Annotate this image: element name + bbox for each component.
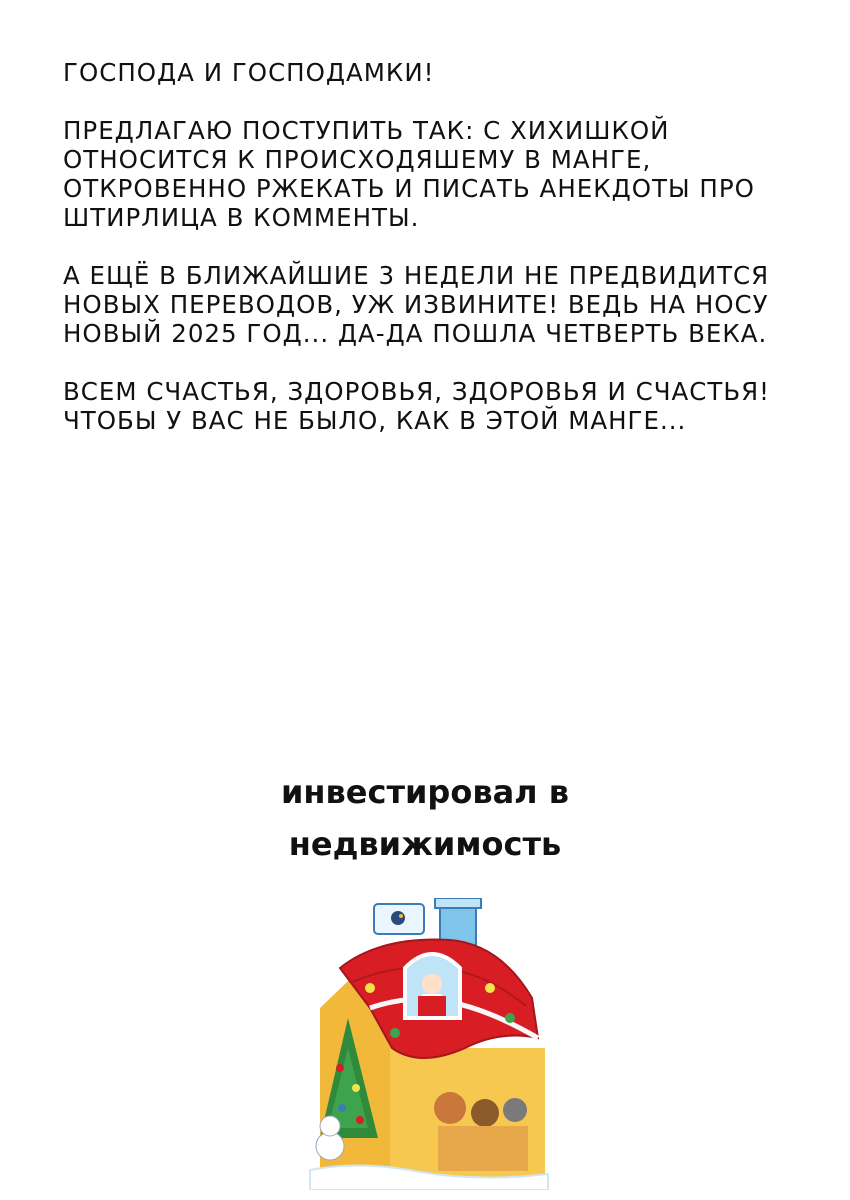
- notice-paragraph-2: А ЕЩЁ В БЛИЖАЙШИЕ 3 НЕДЕЛИ НЕ ПРЕДВИДИТСЯ НОВЫХ ПЕРЕВОДОВ, УЖ ИЗВИНИТЕ! ВЕДЬ НА НОСУ НОВЫЙ 2025 ГОД... ДА-ДА ПОШЛА ЧЕТВЕРТЬ ВЕКА.: [63, 261, 770, 348]
- meme-caption: [0, 766, 850, 870]
- notice-greeting: ГОСПОДА И ГОСПОДАМКИ!: [63, 58, 435, 87]
- notice-paragraph-3: ВСЕМ СЧАСТЬЯ, ЗДОРОВЬЯ, ЗДОРОВЬЯ И СЧАСТЬЯ! ЧТОБЫ У ВАС НЕ БЫЛО, КАК В ЭТОЙ МАНГЕ...: [63, 377, 770, 435]
- christmas-gift-box-image: [300, 898, 550, 1190]
- meme-caption-line-2: недвижимость: [288, 825, 562, 863]
- notice-paragraph-1: ПРЕДЛАГАЮ ПОСТУПИТЬ ТАК: С ХИХИШКОЙ ОТНОСИТСЯ К ПРОИСХОДЯШЕМУ В МАНГЕ, ОТКРОВЕННО РЖЕКАТЬ И ПИСАТЬ АНЕКДОТЫ ПРО ШТИРЛИЦА В КОММЕНТЫ.: [63, 116, 755, 232]
- translator-notice: [63, 58, 803, 464]
- meme-caption-line-1: инвестировал в: [281, 773, 569, 811]
